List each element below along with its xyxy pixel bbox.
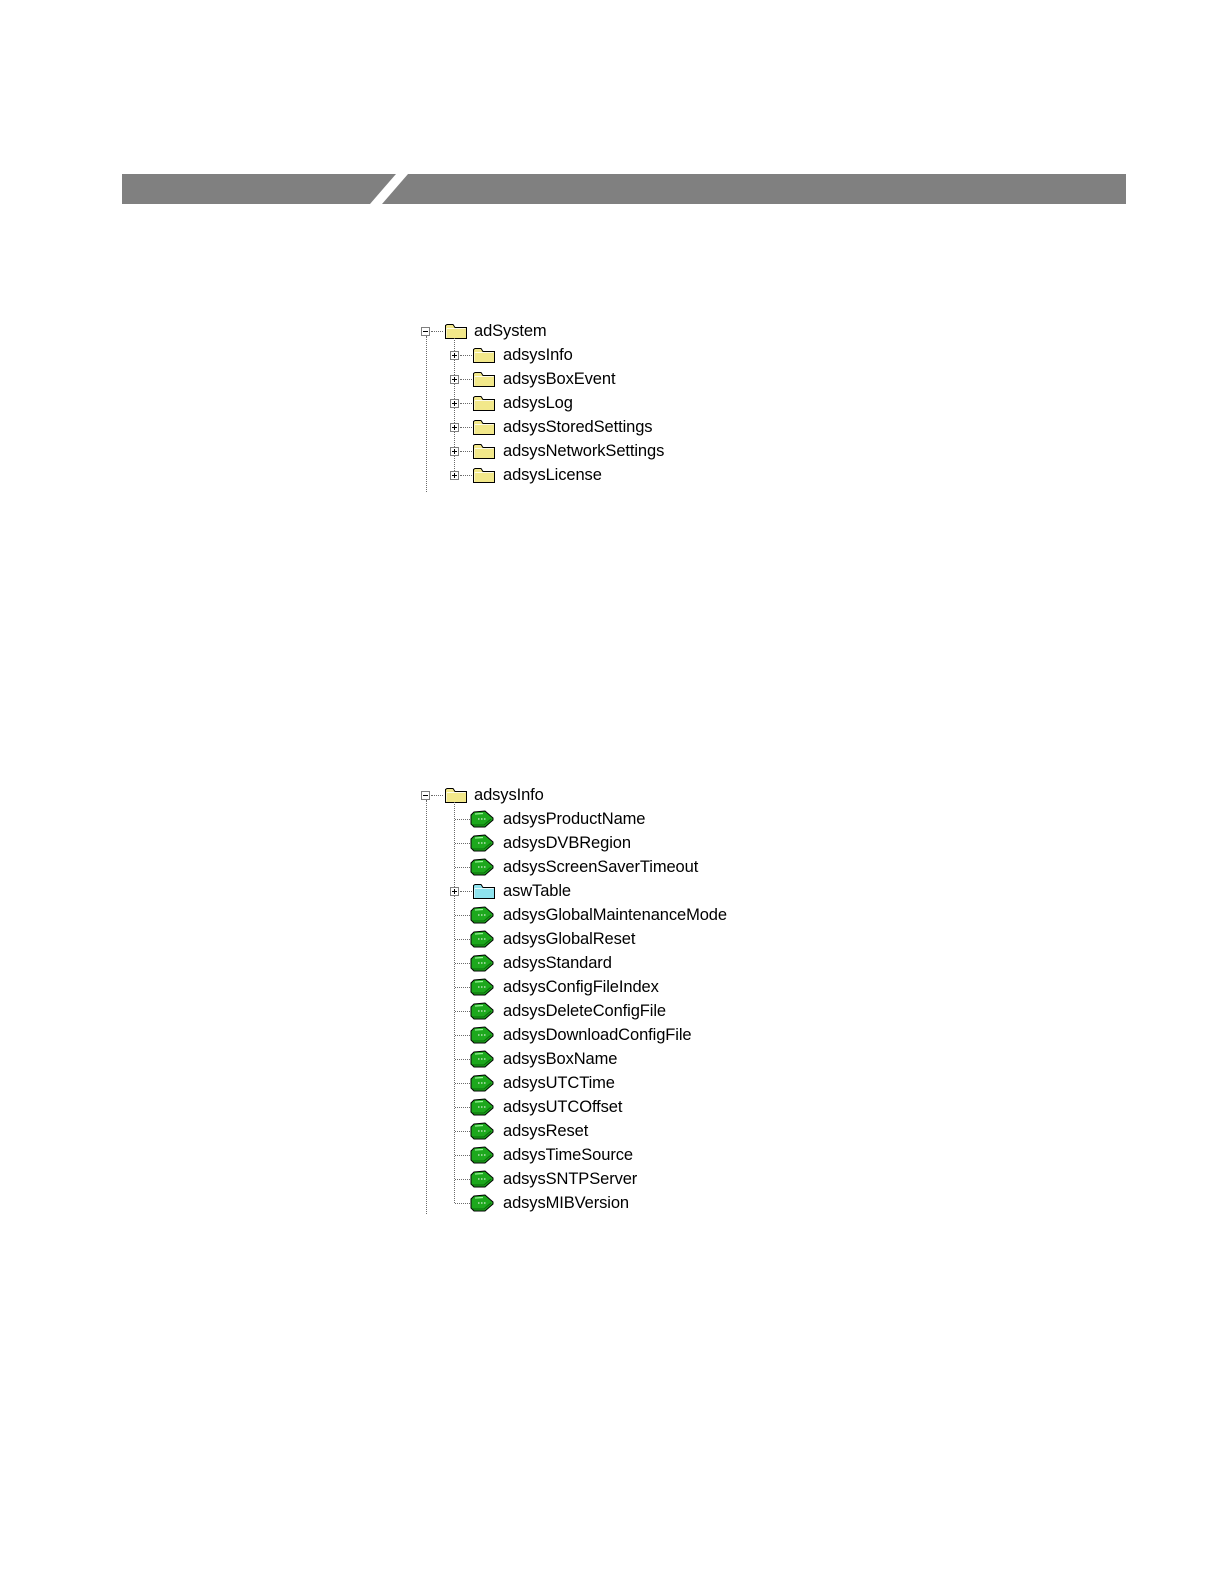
folder-icon [472, 345, 496, 370]
tree-node-label[interactable]: adsysProductName [503, 810, 646, 828]
tree-node-label[interactable]: adsysDownloadConfigFile [503, 1026, 692, 1044]
folder-icon [472, 393, 496, 418]
tree-node-label[interactable]: adsysLicense [503, 466, 602, 484]
tree-node-row[interactable] [416, 904, 776, 928]
leaf-object-icon [469, 952, 495, 979]
expand-toggle[interactable] [450, 375, 459, 384]
leaf-object-icon [469, 1120, 495, 1147]
tree-node-label[interactable]: adsysUTCTime [503, 1074, 615, 1092]
tree-node-label[interactable]: adsysGlobalMaintenanceMode [503, 906, 727, 924]
tree-node-row[interactable] [416, 344, 716, 368]
tree-node-label[interactable]: adsysTimeSource [503, 1146, 633, 1164]
leaf-object-icon [469, 904, 495, 931]
leaf-object-icon [469, 928, 495, 955]
tree-node-label[interactable]: adsysConfigFileIndex [503, 978, 659, 996]
tree-node-row[interactable] [416, 832, 776, 856]
tree-node-label[interactable]: adsysScreenSaverTimeout [503, 858, 699, 876]
tree-node-row[interactable] [416, 1024, 776, 1048]
tree-node-row[interactable] [416, 440, 716, 464]
tree-node-row[interactable] [416, 392, 716, 416]
tree-node-row[interactable] [416, 1192, 776, 1216]
tree-connector-line [460, 427, 472, 428]
leaf-object-icon [469, 856, 495, 883]
tree-node-row[interactable] [416, 976, 776, 1000]
leaf-object-icon [469, 1072, 495, 1099]
tree-node-label[interactable]: adsysNetworkSettings [503, 442, 665, 460]
tree-node-row[interactable] [416, 1048, 776, 1072]
tree-node-label[interactable]: adsysDeleteConfigFile [503, 1002, 666, 1020]
tree-root-row[interactable] [416, 784, 776, 808]
tree-node-row[interactable] [416, 928, 776, 952]
tree-node-row[interactable] [416, 1072, 776, 1096]
leaf-object-icon [469, 1024, 495, 1051]
expand-toggle[interactable] [450, 447, 459, 456]
folder-icon [472, 465, 496, 490]
leaf-object-icon [469, 832, 495, 859]
tree-node-label[interactable]: adsysUTCOffset [503, 1098, 623, 1116]
table-folder-icon [472, 881, 496, 906]
tree-connector-line [460, 891, 472, 892]
tree-node-label[interactable]: adsysStandard [503, 954, 612, 972]
expand-toggle[interactable] [450, 471, 459, 480]
tree-connector-line [431, 331, 443, 332]
tree-node-row[interactable] [416, 416, 716, 440]
tree-node-label[interactable]: adsysBoxEvent [503, 370, 616, 388]
tree-node-row[interactable] [416, 368, 716, 392]
expand-toggle[interactable] [450, 423, 459, 432]
leaf-object-icon [469, 1096, 495, 1123]
tree-node-row[interactable] [416, 856, 776, 880]
page-header-bar [122, 174, 1126, 204]
tree-node-label[interactable]: adSystem [474, 322, 547, 340]
tree-node-row[interactable] [416, 1168, 776, 1192]
folder-icon [472, 369, 496, 394]
collapse-toggle[interactable] [421, 327, 430, 336]
expand-toggle[interactable] [450, 351, 459, 360]
folder-open-icon [444, 785, 468, 810]
folder-icon [472, 417, 496, 442]
tree-node-row[interactable] [416, 1096, 776, 1120]
leaf-object-icon [469, 1144, 495, 1171]
tree-node-row[interactable] [416, 808, 776, 832]
mib-tree-adsysinfo [416, 784, 776, 1224]
tree-node-row[interactable] [416, 464, 716, 488]
folder-icon [472, 441, 496, 466]
leaf-object-icon [469, 1048, 495, 1075]
expand-toggle[interactable] [450, 399, 459, 408]
tree-node-row[interactable] [416, 1120, 776, 1144]
leaf-object-icon [469, 976, 495, 1003]
leaf-object-icon [469, 808, 495, 835]
tree-node-row[interactable] [416, 1144, 776, 1168]
tree-node-label[interactable]: adsysDVBRegion [503, 834, 631, 852]
tree-node-row[interactable] [416, 952, 776, 976]
tree-node-label[interactable]: adsysSNTPServer [503, 1170, 638, 1188]
tree-node-label[interactable]: adsysGlobalReset [503, 930, 636, 948]
tree-connector-line [460, 475, 472, 476]
tree-node-label[interactable]: adsysLog [503, 394, 573, 412]
tree-connector-line [460, 355, 472, 356]
tree-node-label[interactable]: adsysInfo [503, 346, 573, 364]
tree-root-row[interactable] [416, 320, 716, 344]
leaf-object-icon [469, 1000, 495, 1027]
tree-node-row[interactable] [416, 1000, 776, 1024]
tree-node-label[interactable]: adsysInfo [474, 786, 544, 804]
tree-connector-line [460, 403, 472, 404]
tree-node-label[interactable]: aswTable [503, 882, 571, 900]
leaf-object-icon [469, 1168, 495, 1195]
tree-node-label[interactable]: adsysMIBVersion [503, 1194, 629, 1212]
tree-node-row[interactable] [416, 880, 776, 904]
leaf-object-icon [469, 1192, 495, 1219]
tree-node-label[interactable]: adsysStoredSettings [503, 418, 653, 436]
tree-connector-line [460, 451, 472, 452]
tree-node-label[interactable]: adsysReset [503, 1122, 589, 1140]
tree-node-label[interactable]: adsysBoxName [503, 1050, 618, 1068]
tree-connector-line [460, 379, 472, 380]
collapse-toggle[interactable] [421, 791, 430, 800]
folder-open-icon [444, 321, 468, 346]
mib-tree-adsystem [416, 320, 716, 500]
tree-connector-line [431, 795, 443, 796]
expand-toggle[interactable] [450, 887, 459, 896]
